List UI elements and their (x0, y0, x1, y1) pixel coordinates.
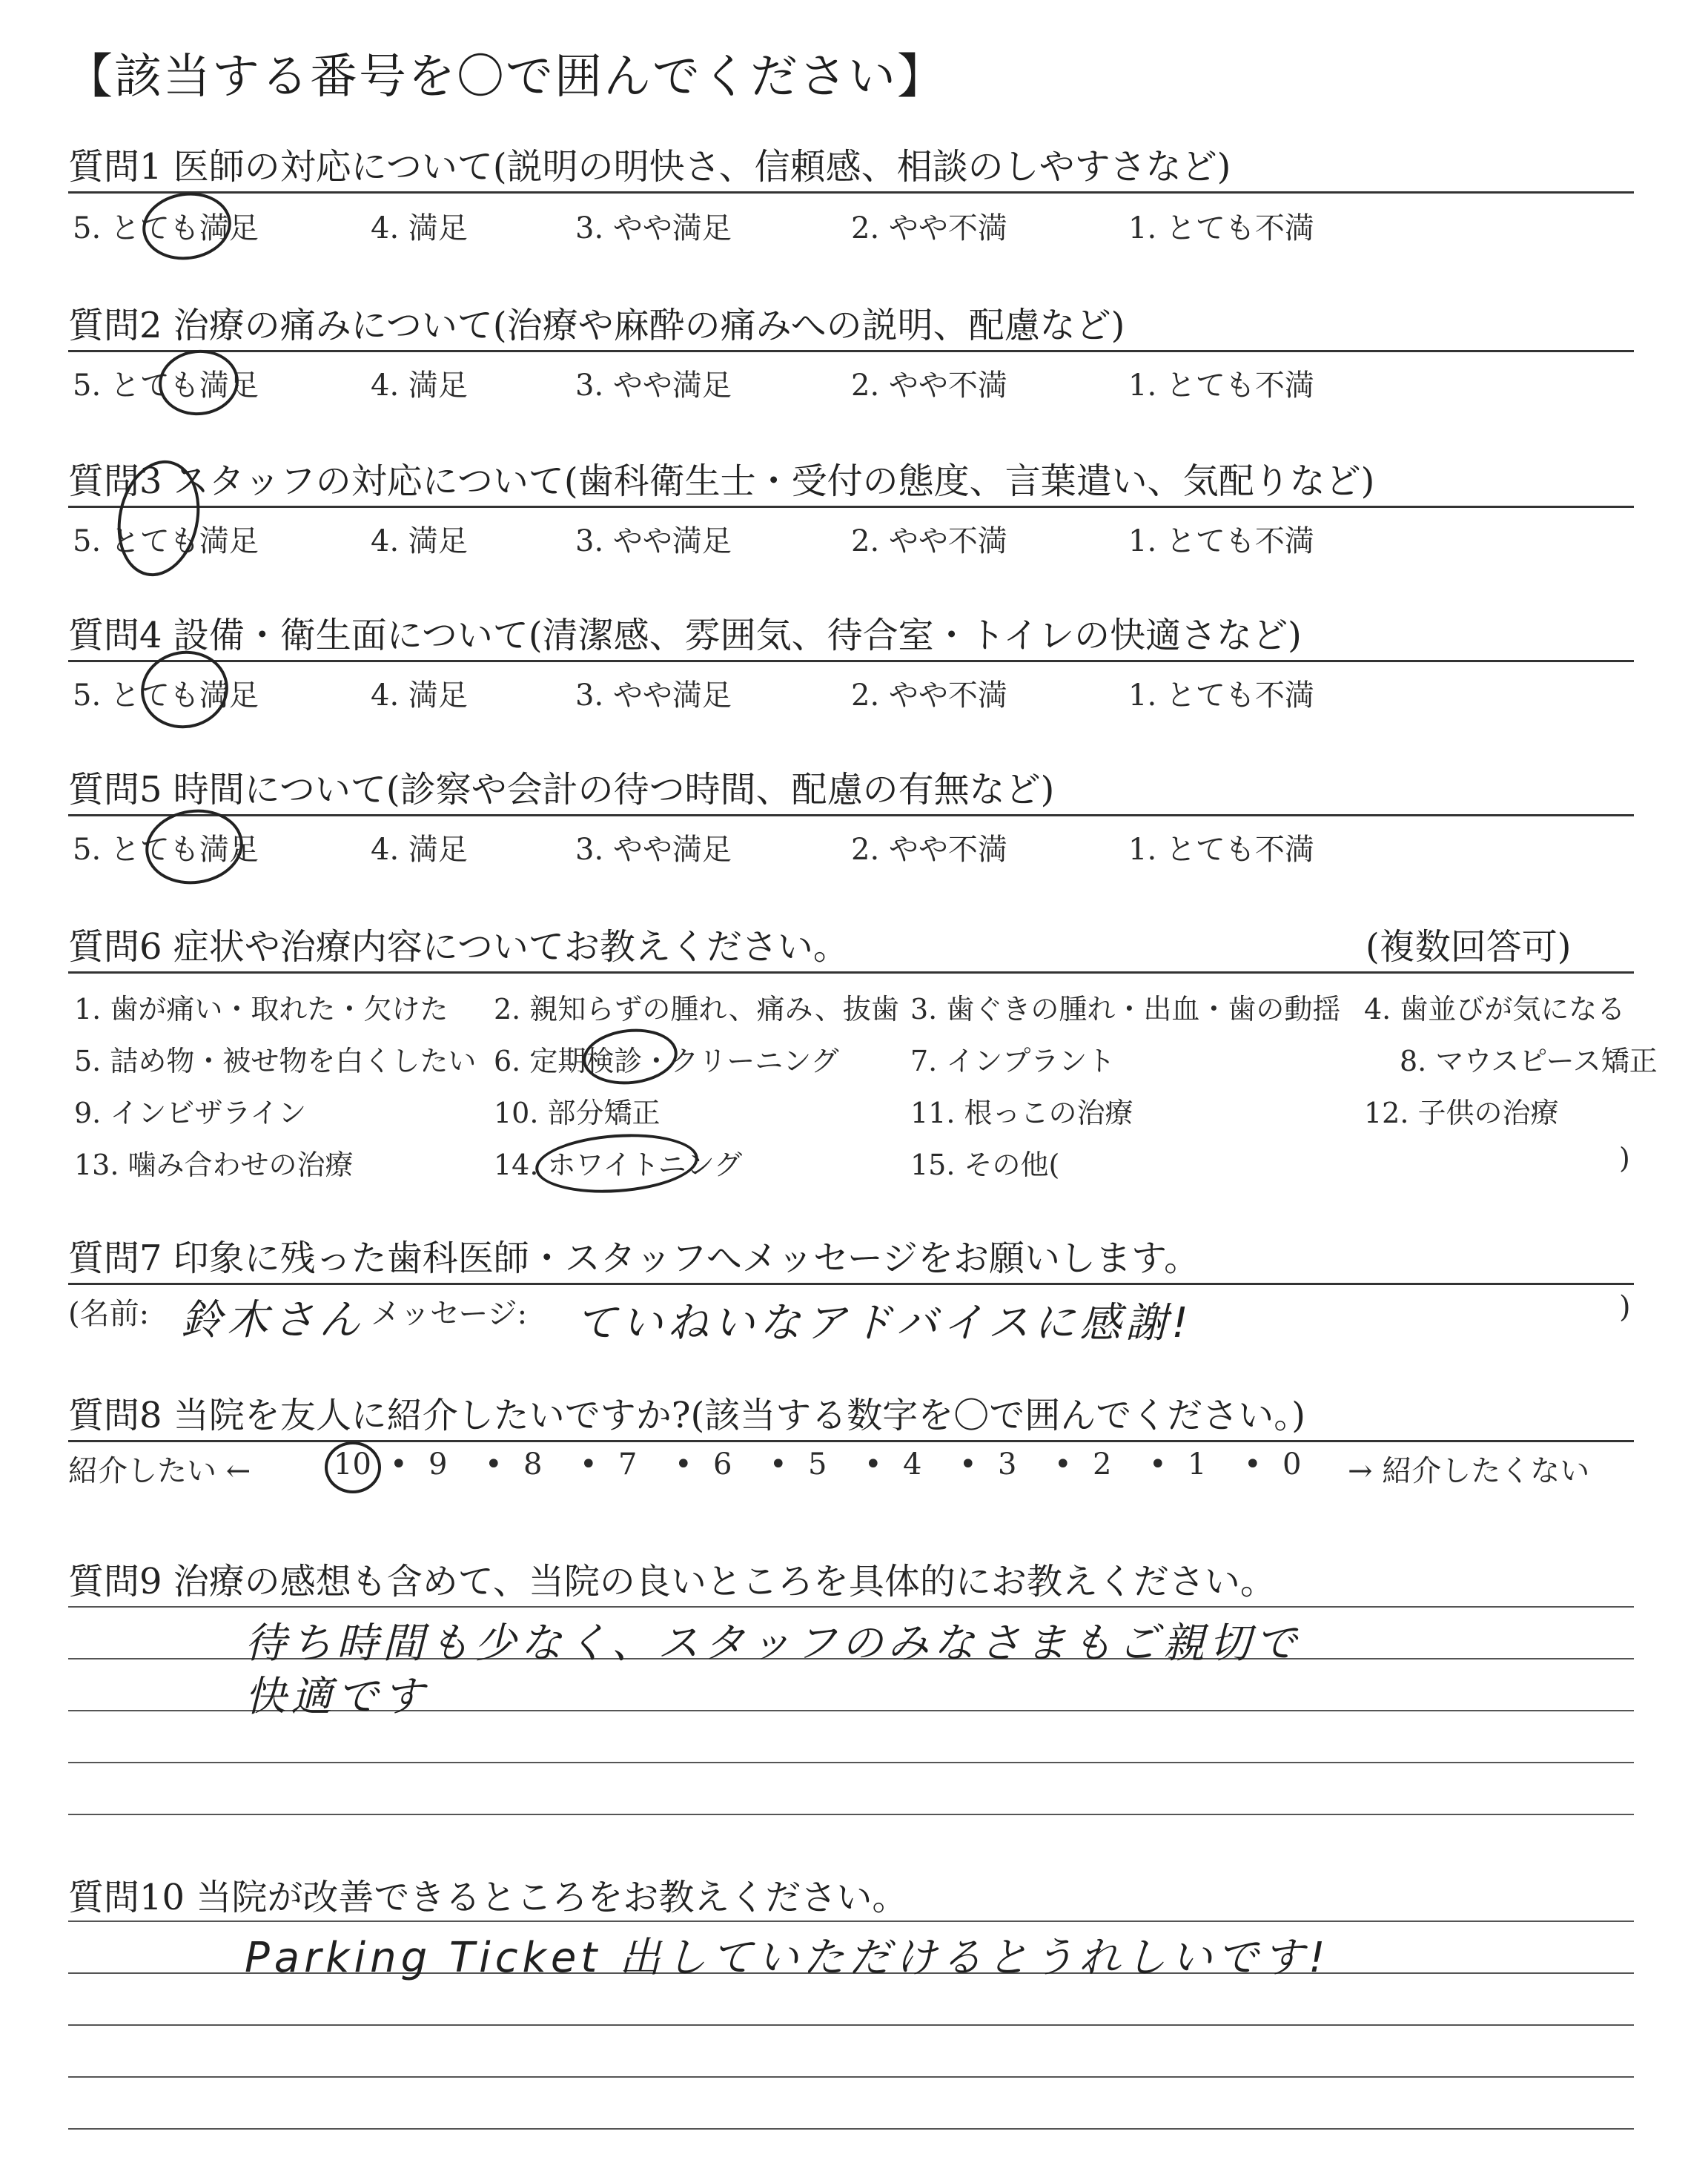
divider (68, 660, 1634, 662)
q6-option[interactable]: 6. 定期検診・クリーニング (494, 1045, 839, 1077)
scale-separator-dot: • (1244, 1447, 1262, 1482)
scale-number[interactable]: 4 (903, 1447, 922, 1482)
q6-option[interactable]: 15. その他( (910, 1149, 1060, 1181)
option-1[interactable]: 1. とても不満 (1128, 524, 1314, 558)
q6-option[interactable]: 1. 歯が痛い・取れた・欠けた (74, 993, 448, 1025)
question-6-title: 質問6 症状や治療内容についてお教えください。 (68, 926, 849, 968)
message-label: メッセージ: (371, 1297, 528, 1331)
divider (68, 350, 1634, 352)
selected-circle-mark (138, 187, 235, 265)
option-3[interactable]: 3. やや満足 (575, 369, 732, 403)
option-2[interactable]: 2. やや不満 (851, 524, 1007, 558)
question-10-title: 質問10 当院が改善できるところをお教えください。 (68, 1877, 908, 1918)
divider (68, 971, 1634, 974)
answer-line (68, 1814, 1634, 1815)
option-4[interactable]: 4. 満足 (371, 833, 468, 867)
option-3[interactable]: 3. やや満足 (575, 211, 732, 245)
name-label: (名前: (68, 1297, 150, 1331)
divider (68, 1283, 1634, 1285)
scale-number[interactable]: 5 (808, 1447, 827, 1482)
answer-line (68, 1920, 1634, 1922)
option-3[interactable]: 3. やや満足 (575, 524, 732, 558)
q9-answer-line-1[interactable]: 待ち時間も少なく、スタッフのみなさまもご親切で (245, 1619, 1301, 1668)
name-value[interactable]: 鈴木さん (181, 1296, 365, 1344)
scale-number[interactable]: 2 (1093, 1447, 1112, 1482)
option-1[interactable]: 1. とても不満 (1128, 211, 1314, 245)
scale-number[interactable]: 6 (713, 1447, 732, 1482)
selected-circle-mark (325, 1441, 381, 1493)
scale-separator-dot: • (485, 1447, 503, 1482)
question-9-title: 質問9 治療の感想も含めて、当院の良いところを具体的にお教えください。 (68, 1561, 1276, 1602)
scale-separator-dot: • (769, 1447, 787, 1482)
message-value[interactable]: ていねいなアドバイスに感謝! (575, 1299, 1193, 1347)
option-5[interactable]: 5. とても満足 (73, 369, 259, 403)
recommend-right-label: → 紹介したくない (1348, 1454, 1590, 1488)
scale-separator-dot: • (864, 1447, 882, 1482)
option-4[interactable]: 4. 満足 (371, 211, 468, 245)
scale-separator-dot: • (675, 1447, 692, 1482)
option-1[interactable]: 1. とても不満 (1128, 369, 1314, 403)
scale-number[interactable]: 7 (618, 1447, 638, 1482)
divider (68, 506, 1634, 508)
question-6-note: (複数回答可) (1366, 926, 1572, 968)
answer-line (68, 2024, 1634, 2026)
q6-option[interactable]: 14. ホワイトニング (494, 1149, 743, 1181)
scale-number[interactable]: 0 (1282, 1447, 1302, 1482)
option-4[interactable]: 4. 満足 (371, 678, 468, 713)
recommend-left-label: 紹介したい ← (68, 1454, 251, 1488)
q6-option[interactable]: 12. 子供の治療 (1364, 1097, 1559, 1129)
selected-circle-mark (534, 1129, 701, 1198)
scale-number[interactable]: 1 (1188, 1447, 1207, 1482)
question-5-title: 質問5 時間について(診察や会計の待つ時間、配慮の有無など) (68, 769, 1055, 810)
option-2[interactable]: 2. やや不満 (851, 678, 1007, 713)
q6-option[interactable]: 9. インビザライン (74, 1097, 307, 1129)
q6-option[interactable]: 8. マウスピース矯正 (1400, 1045, 1658, 1077)
option-1[interactable]: 1. とても不満 (1128, 833, 1314, 867)
option-5[interactable]: 5. とても満足 (73, 833, 259, 867)
answer-line (68, 1762, 1634, 1763)
question-1-title: 質問1 医師の対応について(説明の明快さ、信頼感、相談のしやすさなど) (68, 146, 1231, 188)
scale-number[interactable]: 8 (523, 1447, 543, 1482)
scale-separator-dot: • (1054, 1447, 1072, 1482)
answer-line (68, 2128, 1634, 2130)
scale-separator-dot: • (1149, 1447, 1167, 1482)
scale-separator-dot: • (390, 1447, 408, 1482)
q6-option[interactable]: 7. インプラント (910, 1045, 1116, 1077)
divider (68, 814, 1634, 816)
scale-number[interactable]: 9 (428, 1447, 448, 1482)
q6-option[interactable]: 13. 噛み合わせの治療 (74, 1149, 354, 1181)
divider (68, 191, 1634, 194)
q6-option[interactable]: 10. 部分矯正 (494, 1097, 661, 1129)
question-3-title: 質問3 スタッフの対応について(歯科衛生士・受付の態度、言葉遣い、気配りなど) (68, 460, 1375, 502)
option-5[interactable]: 5. とても満足 (73, 678, 259, 713)
selected-circle-mark (580, 1025, 680, 1089)
close-paren: ) (1619, 1290, 1631, 1324)
option-1[interactable]: 1. とても不満 (1128, 678, 1314, 713)
q6-option-close-paren: ) (1619, 1142, 1630, 1175)
page-title: 【該当する番号を〇で囲んでください】 (65, 50, 946, 105)
option-2[interactable]: 2. やや不満 (851, 369, 1007, 403)
answer-line (68, 1606, 1634, 1608)
option-2[interactable]: 2. やや不満 (851, 833, 1007, 867)
q6-option[interactable]: 11. 根っこの治療 (910, 1097, 1133, 1129)
question-7-title: 質問7 印象に残った歯科医師・スタッフへメッセージをお願いします。 (68, 1238, 1200, 1279)
option-5[interactable]: 5. とても満足 (73, 211, 259, 245)
scale-separator-dot: • (580, 1447, 598, 1482)
q6-option[interactable]: 5. 詰め物・被せ物を白くしたい (74, 1045, 477, 1077)
option-4[interactable]: 4. 満足 (371, 369, 468, 403)
option-3[interactable]: 3. やや満足 (575, 678, 732, 713)
selected-circle-mark (156, 346, 242, 420)
option-4[interactable]: 4. 満足 (371, 524, 468, 558)
question-2-title: 質問2 治療の痛みについて(治療や麻酔の痛みへの説明、配慮など) (68, 305, 1125, 346)
question-8-title: 質問8 当院を友人に紹介したいですか?(該当する数字を〇で囲んでください。) (68, 1395, 1305, 1436)
q6-option[interactable]: 4. 歯並びが気になる (1364, 993, 1626, 1025)
divider (68, 1440, 1634, 1442)
option-2[interactable]: 2. やや不満 (851, 211, 1007, 245)
scale-number[interactable]: 3 (998, 1447, 1017, 1482)
scale-separator-dot: • (959, 1447, 977, 1482)
answer-line (68, 2076, 1634, 2078)
q9-answer-line-2[interactable]: 快適です (245, 1673, 428, 1721)
q6-option[interactable]: 3. 歯ぐきの腫れ・出血・歯の動揺 (910, 993, 1341, 1025)
option-3[interactable]: 3. やや満足 (575, 833, 732, 867)
scale-number[interactable]: 10 (334, 1447, 371, 1482)
option-5[interactable]: 5. とても満足 (73, 524, 259, 558)
question-4-title: 質問4 設備・衛生面について(清潔感、雰囲気、待合室・トイレの快適さなど) (68, 615, 1302, 656)
q6-option[interactable]: 2. 親知らずの腫れ、痛み、抜歯 (494, 993, 899, 1025)
q10-answer[interactable]: Parking Ticket 出していただけるとうれしいです! (245, 1934, 1330, 1982)
